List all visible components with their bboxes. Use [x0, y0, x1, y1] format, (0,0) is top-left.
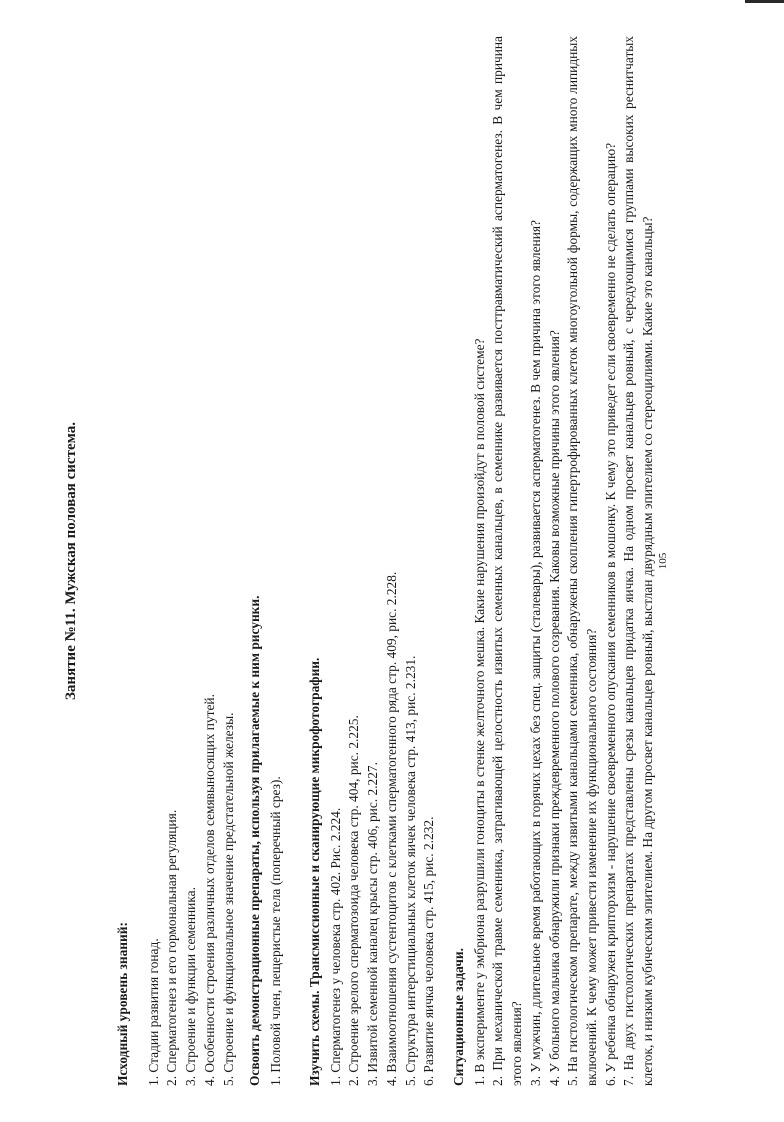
schemes-section	[306, 36, 439, 1086]
list-item: 2. При механической травме семенника, затрагивающей целостность извитых семенных канальцев, в семеннике развивается посттравматический асперматогенез. В чем причина этого явления?	[490, 36, 525, 1086]
list-item: 2. Сперматогенез и его гормональная регуляция.	[164, 809, 180, 1086]
list-item: 5. Структура интерстициальных клеток яичек человека стр. 413, рис. 2.231.	[402, 655, 418, 1086]
situational-tasks-heading: Ситуационные задачи.	[451, 948, 466, 1086]
list-item: 1. Половой член, пещеристые тела (поперечный срез).	[267, 776, 283, 1086]
page-edge-mark	[745, 0, 784, 3]
demo-preparations-heading: Освоить демонстрационные препараты, используя прилагаемые к ним рисунки.	[247, 595, 262, 1086]
list-item: 1. Стадии развития гонад.	[145, 938, 161, 1086]
initial-knowledge-heading: Исходный уровень знаний:	[115, 922, 130, 1086]
list-item: 5. На гистологическом препарате, между извитыми канальцами семенника, обнаружены скопления гипертрофированных клеток многоугольной формы, содержащих много липидных включений. К чему может привести изменение их функционального состояния?	[565, 36, 599, 1086]
list-item: 6. У ребенка обнаружен крипторхизм - нарушение своевременного опускания семенников в мошонку. К чему это приведет если своевременно не сделать операцию?	[602, 142, 618, 1086]
page-number: 105	[657, 552, 669, 570]
list-item: 1. В эксперименте у эмбриона разрушили гоноциты в стенке желточного мешка. Какие нарушения произойдут в половой системе?	[471, 338, 487, 1086]
list-item: 4. Особенности строения различных отделов семявыносящих путей.	[201, 694, 217, 1086]
list-item: 3. У мужчин, длительное время работающих в горячих цехах без спец. защиты (сталевары), развивается асперматогенез. В чем причина этого явления?	[527, 220, 543, 1086]
page-title: Занятие №11. Мужская половая система.	[63, 422, 79, 700]
list-item: 1. Сперматогенез у человека стр. 402. Рис. 2.224.	[327, 807, 343, 1086]
initial-knowledge-section	[114, 36, 238, 1086]
rotated-page-content	[50, 36, 730, 1086]
demo-preparations-section	[246, 36, 285, 1086]
list-item: 4. Взаимоотношения сустентоцитов с клетками сперматогенного ряда стр. 409, рис. 2.228.	[383, 571, 399, 1086]
list-item: 3. Строение и функции семенника.	[183, 887, 199, 1086]
list-item: 4. У больного мальчика обнаружили признаки преждевременного полового созревания. Каковы возможные причины этого явления?	[546, 330, 562, 1086]
list-item: 6. Развитие яичка человека стр. 415, рис. 2.232.	[421, 816, 437, 1086]
list-item: 5. Строение и функциональное значение предстательной железы.	[220, 712, 236, 1086]
list-item: 2. Строение зрелого сперматозоида человека стр. 404, рис. 2.225.	[346, 715, 362, 1086]
list-item: 3. Извитой семенной каналец крысы стр. 406, рис. 2.227.	[365, 762, 381, 1086]
situational-tasks-section	[450, 36, 658, 1086]
schemes-heading: Изучить схемы. Трансмиссионные и сканирующие микрофотографии.	[307, 657, 322, 1086]
list-item: 7. На двух гистологических препаратах представлены срезы канальцев придатка яичка. На одном просвет канальцев ровный, с чередующимися группами высоких реснитчатых клеток, и низким кубическим эпителием. На другом просвет канальцев ровный, выстлан двурядным эпителием со стереоцилиями. Какие это канальцы?	[621, 36, 656, 1086]
